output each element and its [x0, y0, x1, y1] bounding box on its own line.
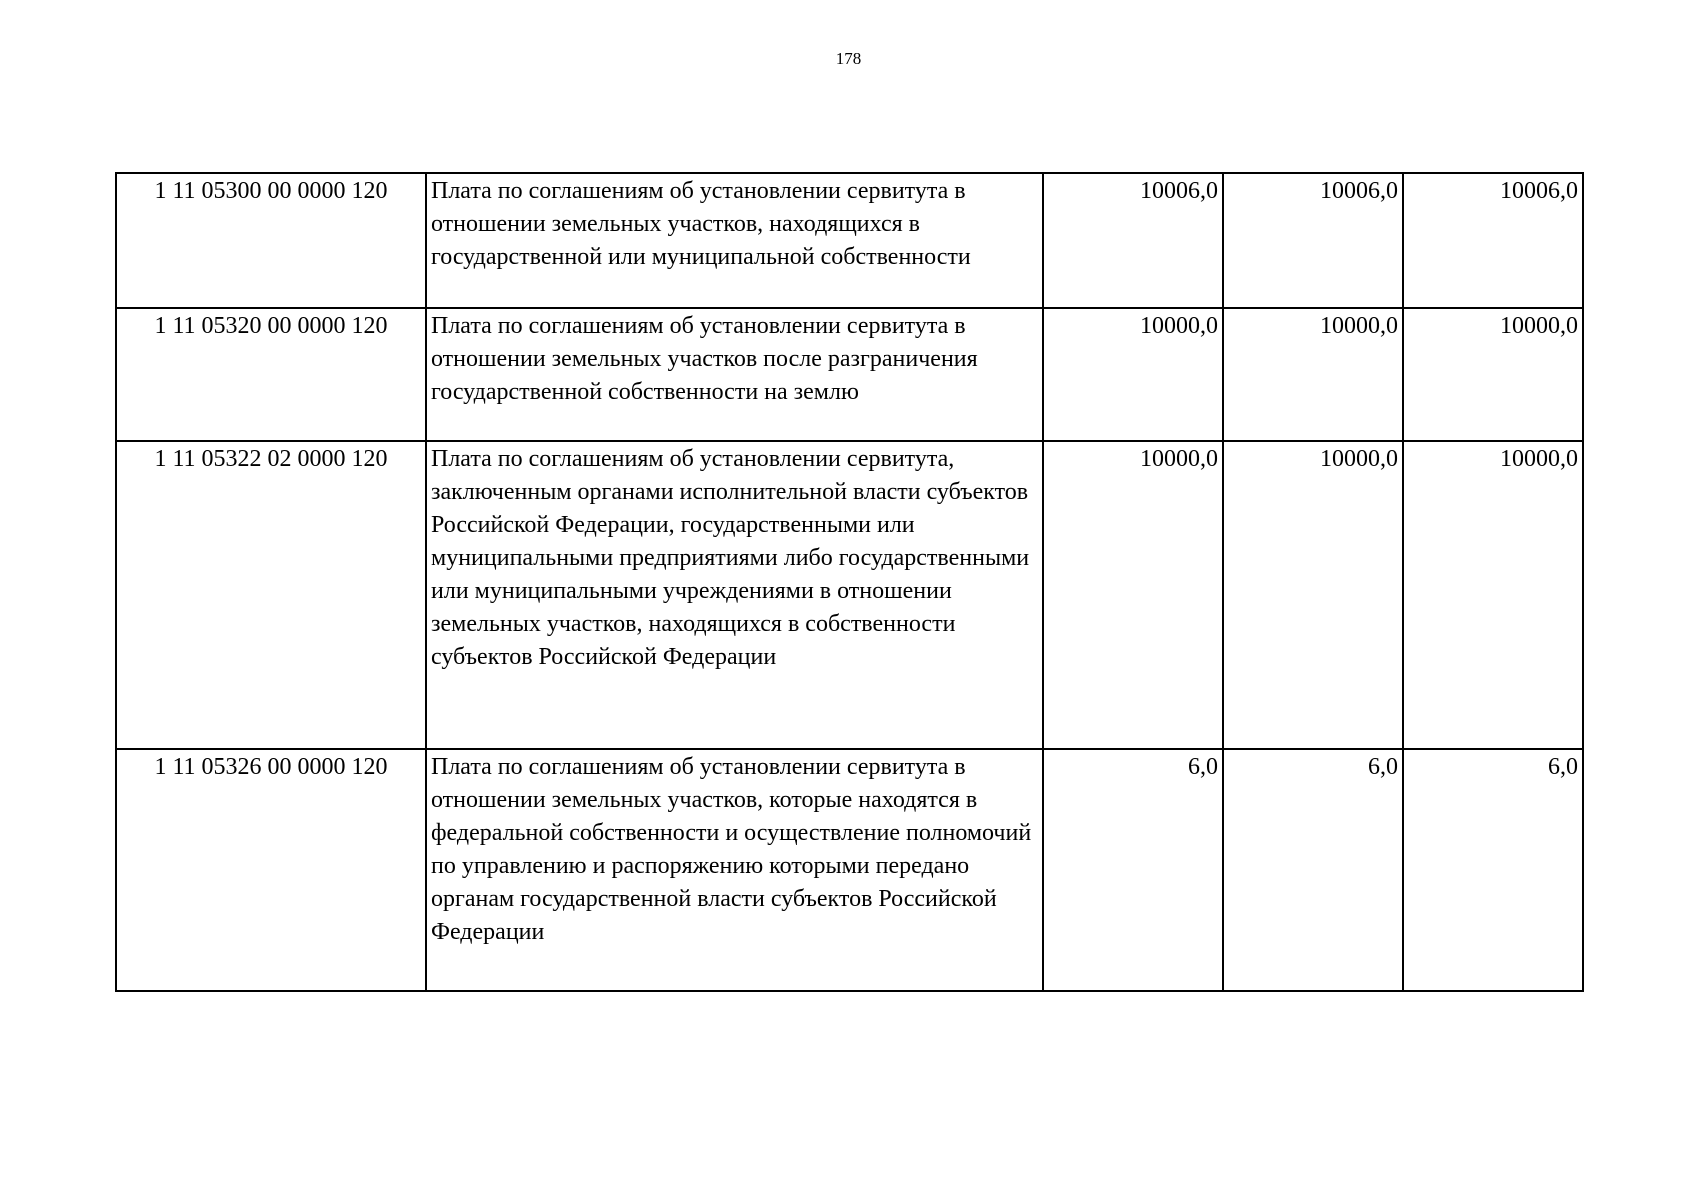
value-cell-1: 10000,0 — [1043, 308, 1223, 441]
description-cell: Плата по соглашениям об установлении сервитута в отношении земельных участков после разграничения государственной собственности на землю — [426, 308, 1043, 441]
value-cell-3: 10000,0 — [1403, 441, 1583, 749]
description-cell: Плата по соглашениям об установлении сервитута в отношении земельных участков, находящихся в государственной или муниципальной собственности — [426, 173, 1043, 308]
value-cell-2: 6,0 — [1223, 749, 1403, 991]
budget-code-cell: 1 11 05326 00 0000 120 — [116, 749, 426, 991]
value-cell-1: 10000,0 — [1043, 441, 1223, 749]
table-row — [116, 441, 1583, 749]
value-cell-3: 10006,0 — [1403, 173, 1583, 308]
value-cell-3: 10000,0 — [1403, 308, 1583, 441]
value-cell-1: 6,0 — [1043, 749, 1223, 991]
table-row — [116, 749, 1583, 991]
value-cell-2: 10000,0 — [1223, 441, 1403, 749]
page-number: 178 — [835, 49, 862, 68]
description-cell: Плата по соглашениям об установлении сервитута в отношении земельных участков, которые находятся в федеральной собственности и осуществление полномочий по управлению и распоряжению которыми передано органам государственной власти субъектов Российской Федерации — [426, 749, 1043, 991]
value-cell-1: 10006,0 — [1043, 173, 1223, 308]
revenue-table — [115, 172, 1584, 992]
value-cell-3: 6,0 — [1403, 749, 1583, 991]
budget-code-cell: 1 11 05320 00 0000 120 — [116, 308, 426, 441]
table-row — [116, 308, 1583, 441]
description-cell: Плата по соглашениям об установлении сервитута, заключенным органами исполнительной власти субъектов Российской Федерации, государственными или муниципальными предприятиями либо государственными или муниципальными учреждениями в отношении земельных участков, находящихся в собственности субъектов Российской Федерации — [426, 441, 1043, 749]
value-cell-2: 10000,0 — [1223, 308, 1403, 441]
value-cell-2: 10006,0 — [1223, 173, 1403, 308]
table-row — [116, 173, 1583, 308]
budget-code-cell: 1 11 05300 00 0000 120 — [116, 173, 426, 308]
budget-code-cell: 1 11 05322 02 0000 120 — [116, 441, 426, 749]
